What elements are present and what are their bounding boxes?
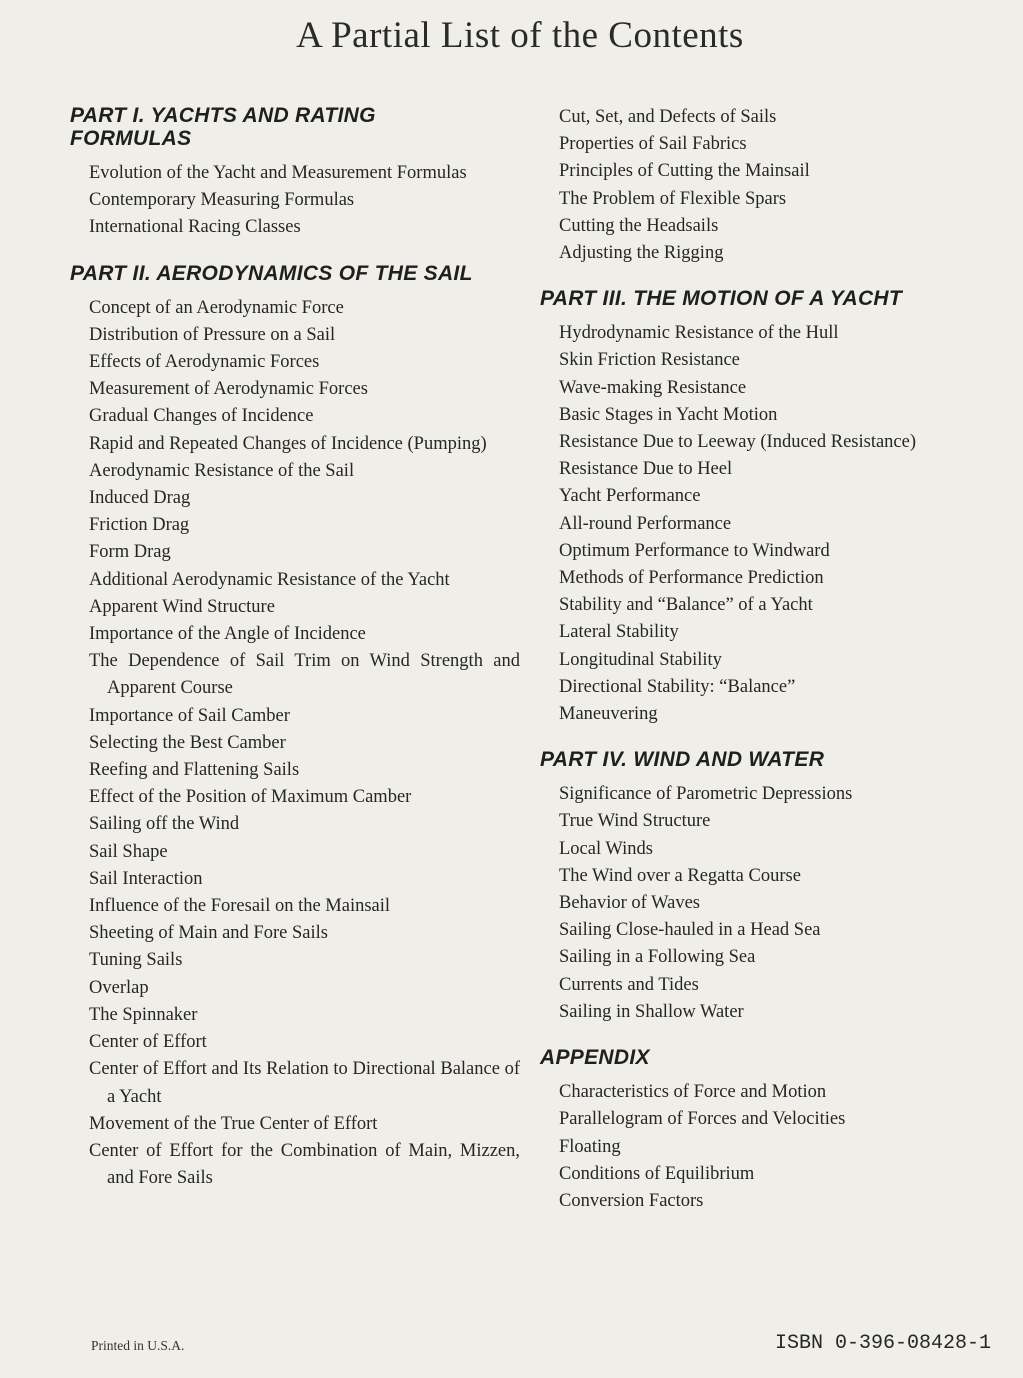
contents-item: Sailing Close-hauled in a Head Sea <box>559 920 821 941</box>
contents-item: Floating <box>559 1136 621 1157</box>
contents-item: Overlap <box>89 977 149 998</box>
left-column <box>70 104 520 1212</box>
contents-item: Sailing in a Following Sea <box>559 947 756 968</box>
section-heading: PART II. AERODYNAMICS OF THE SAIL <box>70 261 473 285</box>
contents-item: The Problem of Flexible Spars <box>559 188 787 209</box>
printed-in-note: Printed in U.S.A. <box>91 1338 185 1353</box>
contents-item: Selecting the Best Camber <box>89 732 286 753</box>
contents-item: Effect of the Position of Maximum Camber <box>89 787 412 808</box>
section-items <box>540 1079 1010 1215</box>
contents-item: The Wind over a Regatta Course <box>559 865 801 886</box>
contents-item: Additional Aerodynamic Resistance of the Yacht <box>89 569 450 590</box>
contents-item: Apparent Wind Structure <box>89 596 275 617</box>
section-part-2-continued <box>540 104 1010 267</box>
contents-item: Center of Effort and Its Relation to Directional Balance of a Yacht <box>89 1059 520 1107</box>
section-heading: PART I. YACHTS AND RATING FORMULAS <box>70 104 376 150</box>
contents-item: Yacht Performance <box>559 486 701 507</box>
contents-item: Evolution of the Yacht and Measurement Formulas <box>89 163 467 183</box>
contents-item: Sheeting of Main and Fore Sails <box>89 923 328 944</box>
contents-item: Contemporary Measuring Formulas <box>89 190 355 211</box>
section-items <box>70 160 520 242</box>
contents-item: Local Winds <box>559 838 653 859</box>
section-items <box>540 320 1010 728</box>
contents-item: Adjusting the Rigging <box>559 243 724 264</box>
contents-item: Distribution of Pressure on a Sail <box>89 324 336 345</box>
contents-item: Significance of Parometric Depressions <box>559 784 853 805</box>
contents-item: Resistance Due to Leeway (Induced Resistance) <box>559 432 917 453</box>
section-part-3 <box>540 287 1010 728</box>
contents-item: Cut, Set, and Defects of Sails <box>559 107 777 127</box>
contents-item: Aerodynamic Resistance of the Sail <box>89 460 355 481</box>
contents-item: Sailing in Shallow Water <box>559 1001 744 1022</box>
contents-item: Directional Stability: “Balance” <box>559 676 796 697</box>
contents-item: Cutting the Headsails <box>559 215 719 236</box>
contents-item: Conversion Factors <box>559 1190 704 1211</box>
contents-item: Lateral Stability <box>559 622 679 643</box>
section-part-4 <box>540 748 1010 1026</box>
contents-item: The Dependence of Sail Trim on Wind Strength and Apparent Course <box>89 651 520 699</box>
contents-item: Form Drag <box>89 542 171 563</box>
contents-item: Effects of Aerodynamic Forces <box>89 352 320 373</box>
contents-item: Sailing off the Wind <box>89 814 240 835</box>
section-appendix <box>540 1046 1010 1215</box>
contents-item: Parallelogram of Forces and Velocities <box>559 1109 846 1130</box>
contents-item: Longitudinal Stability <box>559 649 722 670</box>
contents-item: Rapid and Repeated Changes of Incidence (Pumping) <box>89 433 487 454</box>
contents-item: Hydrodynamic Resistance of the Hull <box>559 323 839 344</box>
contents-item: Measurement of Aerodynamic Forces <box>89 379 368 400</box>
contents-item: Influence of the Foresail on the Mainsail <box>89 896 391 917</box>
contents-item: Reefing and Flattening Sails <box>89 760 300 781</box>
contents-item: Sail Shape <box>89 841 168 862</box>
contents-item: Properties of Sail Fabrics <box>559 134 747 155</box>
contents-item: Wave-making Resistance <box>559 377 747 398</box>
section-part-2 <box>70 262 520 1193</box>
page-title: A Partial List of the Contents <box>296 15 744 56</box>
contents-item: The Spinnaker <box>89 1004 198 1025</box>
contents-item: Movement of the True Center of Effort <box>89 1113 378 1134</box>
section-heading: PART III. THE MOTION OF A YACHT <box>540 287 903 311</box>
contents-item: Characteristics of Force and Motion <box>559 1082 827 1103</box>
contents-item: International Racing Classes <box>89 217 301 238</box>
contents-item: True Wind Structure <box>559 811 711 832</box>
section-heading: APPENDIX <box>540 1046 650 1070</box>
right-column <box>540 104 1010 1235</box>
contents-item: Center of Effort for the Combination of Main, Mizzen, and Fore Sails <box>89 1140 520 1189</box>
contents-item: Currents and Tides <box>559 974 699 995</box>
contents-item: Friction Drag <box>89 515 190 536</box>
section-part-1 <box>70 104 520 242</box>
contents-item: Stability and “Balance” of a Yacht <box>559 595 813 616</box>
contents-item: Importance of the Angle of Incidence <box>89 624 366 645</box>
contents-item: Optimum Performance to Windward <box>559 540 830 561</box>
contents-item: Gradual Changes of Incidence <box>89 406 314 427</box>
section-items <box>540 781 1010 1026</box>
contents-item: Behavior of Waves <box>559 893 700 914</box>
isbn-number: ISBN 0-396-08428-1 <box>774 1332 991 1355</box>
section-items <box>540 104 1010 267</box>
section-items <box>70 295 520 1193</box>
contents-item: Tuning Sails <box>89 950 183 971</box>
contents-item: All-round Performance <box>559 513 732 534</box>
contents-item: Center of Effort <box>89 1032 207 1053</box>
contents-item: Skin Friction Resistance <box>559 350 740 371</box>
contents-item: Sail Interaction <box>89 868 203 889</box>
contents-item: Resistance Due to Heel <box>559 459 733 480</box>
section-heading: PART IV. WIND AND WATER <box>540 748 825 772</box>
contents-item: Importance of Sail Camber <box>89 705 290 726</box>
contents-item: Principles of Cutting the Mainsail <box>559 161 810 182</box>
contents-item: Methods of Performance Prediction <box>559 568 824 589</box>
contents-item: Induced Drag <box>89 488 191 509</box>
contents-item: Maneuvering <box>559 704 658 725</box>
contents-item: Basic Stages in Yacht Motion <box>559 404 778 425</box>
contents-item: Concept of an Aerodynamic Force <box>89 297 344 318</box>
contents-item: Conditions of Equilibrium <box>559 1163 755 1184</box>
